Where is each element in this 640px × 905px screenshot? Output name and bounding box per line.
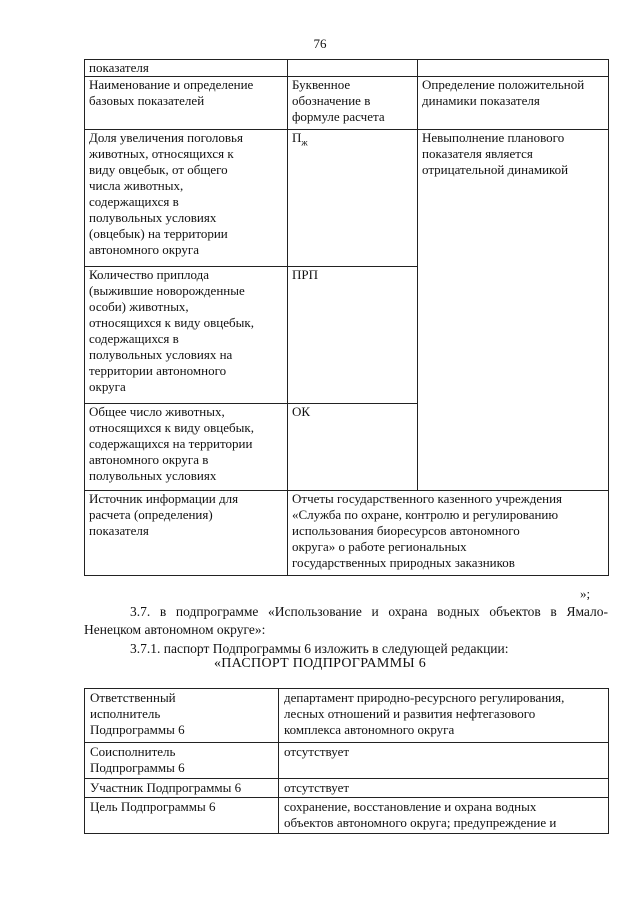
- passport-table: [84, 688, 609, 834]
- paragraph-3-7: 3.7. в подпрограмме «Использование и охрана водных объектов в Ямало-Ненецком автономном округе»:: [84, 604, 608, 637]
- passport-value: [279, 798, 609, 834]
- indicator-table: [84, 59, 609, 576]
- top-fragment-cell: [85, 60, 288, 77]
- passport-value: [279, 743, 609, 779]
- row-symbol: [288, 130, 418, 267]
- passport-label: [85, 743, 279, 779]
- row-name-text: Доля увеличения поголовья животных, относящихся к виду овцебык, от общего числа животных, содержащихся в полувольных условиях (овцебык) на территории автономного округа: [89, 130, 243, 257]
- table-row: [85, 743, 609, 779]
- closing-quote: »;: [580, 586, 591, 601]
- table-row: [85, 798, 609, 834]
- page-number: 76: [313, 36, 327, 51]
- passport-value-text: департамент природно-ресурсного регулирования, лесных отношений и развития нефтегазового комплекса автономного округа: [284, 690, 565, 737]
- source-value: [288, 491, 609, 576]
- passport-label-text: Цель Подпрограммы 6: [90, 799, 216, 814]
- empty-cell: [288, 60, 418, 77]
- row-name-text: Общее число животных, относящихся к виду овцебык, содержащихся на территории автономного округа в полувольных условиях: [89, 404, 254, 483]
- empty-cell: [418, 60, 609, 77]
- passport-value-text: отсутствует: [284, 744, 350, 759]
- symbol-subscript: ж: [301, 137, 308, 148]
- header-dynamics-text: Определение положительной динамики показателя: [422, 77, 585, 108]
- table-header-row: [85, 77, 609, 130]
- paragraph-3-7-1: 3.7.1. паспорт Подпрограммы 6 изложить в следующей редакции:: [130, 641, 509, 656]
- row-symbol: [288, 404, 418, 491]
- source-label-text: Источник информации для расчета (определения) показателя: [89, 491, 239, 538]
- source-value-text: Отчеты государственного казенного учреждения «Служба по охране, контролю и регулированию использования биоресурсов автономного округа» о работе региональных государственных природных заказников: [292, 491, 563, 570]
- row-name: [85, 404, 288, 491]
- header-symbol: [288, 77, 418, 130]
- table-row: [85, 491, 609, 576]
- symbol-text: ОК: [292, 404, 311, 419]
- row-dynamics-text: Невыполнение планового показателя является отрицательной динамикой: [422, 130, 569, 177]
- passport-value-text: отсутствует: [284, 780, 350, 795]
- passport-value: [279, 779, 609, 798]
- passport-value-text: сохранение, восстановление и охрана водных объектов автономного округа; предупреждение и: [284, 799, 557, 830]
- table-row: [85, 60, 609, 77]
- header-symbol-text: Буквенное обозначение в формуле расчета: [292, 77, 385, 124]
- header-dynamics: [418, 77, 609, 130]
- row-dynamics: [418, 130, 609, 491]
- passport-label-text: Участник Подпрограммы 6: [90, 780, 242, 795]
- row-name: [85, 130, 288, 267]
- passport-title: «ПАСПОРТ ПОДПРОГРАММЫ 6: [213, 656, 427, 671]
- passport-label-text: Ответственный исполнитель Подпрограммы 6: [90, 690, 185, 737]
- passport-label-text: Соисполнитель Подпрограммы 6: [90, 744, 185, 775]
- table-row: [85, 130, 609, 267]
- row-name-text: Количество приплода (выжившие новорожденные особи) животных, относящихся к виду овцебык, содержащихся в полувольных условиях на территории автономного округа: [89, 267, 254, 394]
- row-name: [85, 267, 288, 404]
- header-name: [85, 77, 288, 130]
- passport-label: [85, 689, 279, 743]
- top-fragment: показателя: [89, 60, 149, 75]
- passport-label: [85, 798, 279, 834]
- table-row: [85, 779, 609, 798]
- header-name-text: Наименование и определение базовых показателей: [89, 77, 254, 108]
- passport-value: [279, 689, 609, 743]
- table-row: [85, 689, 609, 743]
- symbol-main: П: [292, 130, 302, 145]
- row-symbol: [288, 267, 418, 404]
- passport-label: [85, 779, 279, 798]
- symbol-text: ПРП: [292, 267, 319, 282]
- source-label: [85, 491, 288, 576]
